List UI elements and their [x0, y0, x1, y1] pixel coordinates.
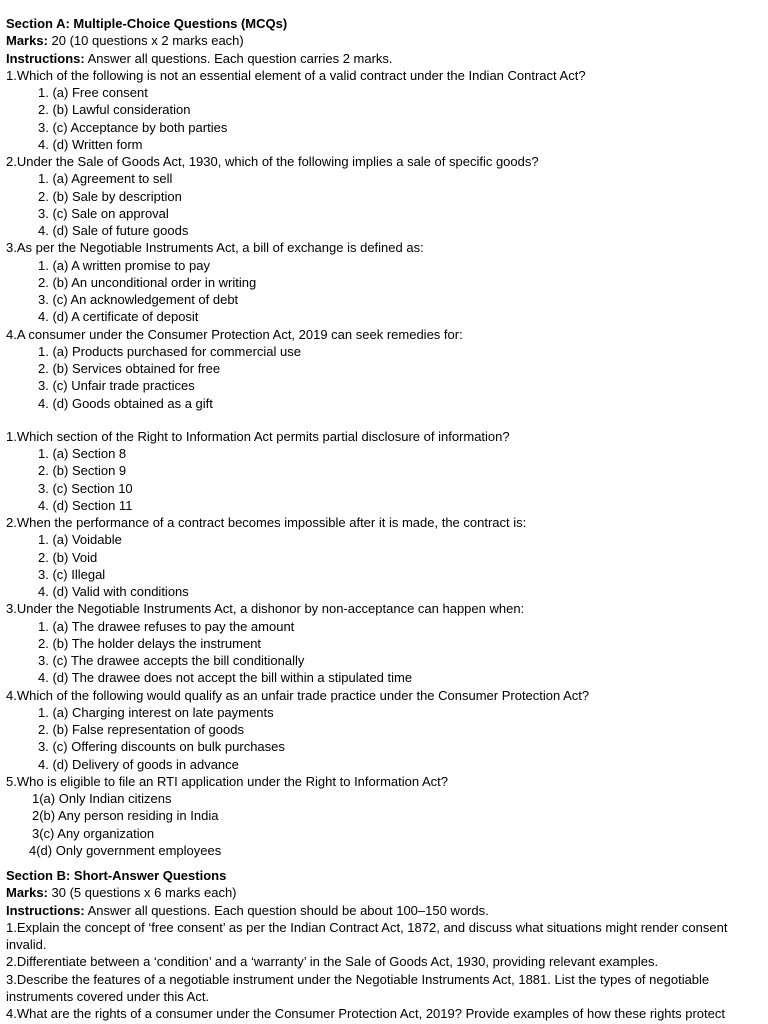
option-item: 1. (a) The drawee refuses to pay the amount: [38, 618, 295, 634]
section-a-instructions: [6, 50, 762, 67]
question-block: [6, 153, 762, 239]
option-item: 1. (a) Voidable: [38, 532, 122, 548]
option-item: 3. (c) The drawee accepts the bill conditionally: [38, 653, 305, 668]
question-text: 4.Which of the following would qualify as an unfair trade practice under the Consumer Protection Act?: [6, 687, 590, 703]
option-item: 4. (d) A certificate of deposit: [38, 309, 199, 325]
option-item: 4. (d) Section 11: [38, 497, 133, 513]
marks-label: Marks:: [6, 885, 48, 901]
option-item: 4. (d) Sale of future goods: [38, 223, 189, 238]
question-block: [6, 326, 762, 412]
option-item: 2. (b) False representation of goods: [38, 722, 244, 737]
question-block: [6, 514, 762, 600]
option-item: 4. (d) Delivery of goods in advance: [38, 756, 239, 772]
question-text: 3.Under the Negotiable Instruments Act, a dishonor by non-acceptance can happen when:: [6, 601, 525, 617]
option-item: 4. (d) Goods obtained as a gift: [38, 395, 213, 411]
question-block: [6, 239, 762, 325]
question-block: [6, 773, 762, 859]
option-item: 2. (b) An unconditional order in writing: [38, 274, 257, 290]
question-block: [6, 600, 762, 686]
question-block: [6, 428, 762, 514]
option-item: 3(c) Any organization: [32, 825, 155, 841]
option-item: 2. (b) Services obtained for free: [38, 361, 221, 376]
option-item: 1. (a) Section 8: [38, 446, 127, 461]
short-question: 2.Differentiate between a ‘condition’ and a ‘warranty’ in the Sale of Goods Act, 1930, providing relevant examples.: [6, 954, 659, 970]
option-item: 2. (b) The holder delays the instrument: [38, 635, 262, 651]
option-item: 2(b) Any person residing in India: [32, 808, 219, 824]
marks-text: 30 (5 questions x 6 marks each): [47, 885, 237, 901]
option-item: 3. (c) Acceptance by both parties: [38, 119, 228, 135]
question-text: 4.A consumer under the Consumer Protection Act, 2019 can seek remedies for:: [6, 326, 463, 342]
question-block: [6, 67, 762, 153]
section-b-marks: [6, 884, 762, 901]
instructions-label: Instructions:: [6, 50, 85, 66]
question-text: 1.Which section of the Right to Information Act permits partial disclosure of information?: [6, 428, 510, 444]
option-item: 1. (a) A written promise to pay: [38, 257, 210, 273]
instructions-text: Answer all questions. Each question should be about 100–150 words.: [84, 902, 489, 918]
option-item: 2. (b) Lawful consideration: [38, 102, 191, 118]
option-item: 3. (c) Unfair trade practices: [38, 378, 195, 394]
marks-label: Marks:: [6, 33, 48, 49]
short-question: 4.What are the rights of a consumer under the Consumer Protection Act, 2019? Provide examples of how these rights protect: [6, 1006, 725, 1021]
option-item: 1. (a) Products purchased for commercial use: [38, 343, 301, 359]
option-item: 2. (b) Section 9: [38, 463, 127, 479]
option-item: 3. (c) An acknowledgement of debt: [38, 292, 239, 307]
question-text: 2.When the performance of a contract becomes impossible after it is made, the contract is:: [6, 515, 527, 530]
option-item: 1. (a) Charging interest on late payments: [38, 704, 274, 720]
question-block: [6, 687, 762, 773]
section-a-marks: [6, 32, 762, 49]
option-item: 3. (c) Illegal: [38, 566, 106, 582]
option-item: 4. (d) The drawee does not accept the bill within a stipulated time: [38, 670, 413, 686]
option-item: 4. (d) Valid with conditions: [38, 584, 189, 599]
option-item: 3. (c) Section 10: [38, 480, 133, 496]
instructions-label: Instructions:: [6, 902, 85, 918]
marks-text: 20 (10 questions x 2 marks each): [47, 33, 244, 49]
section-b-title: Section B: Short-Answer Questions: [6, 868, 227, 883]
option-item: 1. (a) Agreement to sell: [38, 171, 173, 187]
instructions-text: Answer all questions. Each question carries 2 marks.: [84, 50, 393, 66]
spacer: [6, 412, 762, 428]
spacer: [6, 859, 762, 867]
section-a-title: Section A: Multiple-Choice Questions (MCQs): [6, 16, 288, 31]
short-question: 3.Describe the features of a negotiable instrument under the Negotiable Instruments Act, 1881. List the types of negotiable instruments covered under this Act.: [6, 971, 710, 1004]
option-item: 1(a) Only Indian citizens: [32, 791, 172, 806]
question-text: 1.Which of the following is not an essential element of a valid contract under the Indian Contract Act?: [6, 67, 586, 83]
question-text: 2.Under the Sale of Goods Act, 1930, which of the following implies a sale of specific goods?: [6, 154, 539, 169]
option-item: 2. (b) Void: [38, 549, 98, 565]
option-item: 1. (a) Free consent: [38, 85, 148, 100]
question-text: 5.Who is eligible to file an RTI application under the Right to Information Act?: [6, 773, 449, 789]
option-item: 3. (c) Offering discounts on bulk purchases: [38, 739, 285, 755]
option-item: 4. (d) Written form: [38, 136, 143, 152]
option-item: 2. (b) Sale by description: [38, 188, 182, 204]
question-text: 3.As per the Negotiable Instruments Act, a bill of exchange is defined as:: [6, 240, 424, 256]
option-item: 4(d) Only government employees: [29, 842, 222, 858]
option-item: 3. (c) Sale on approval: [38, 205, 169, 221]
short-question: 1.Explain the concept of ‘free consent’ as per the Indian Contract Act, 1872, and discuss what situations might render consent invalid.: [6, 919, 728, 952]
section-b-instructions: [6, 902, 762, 919]
